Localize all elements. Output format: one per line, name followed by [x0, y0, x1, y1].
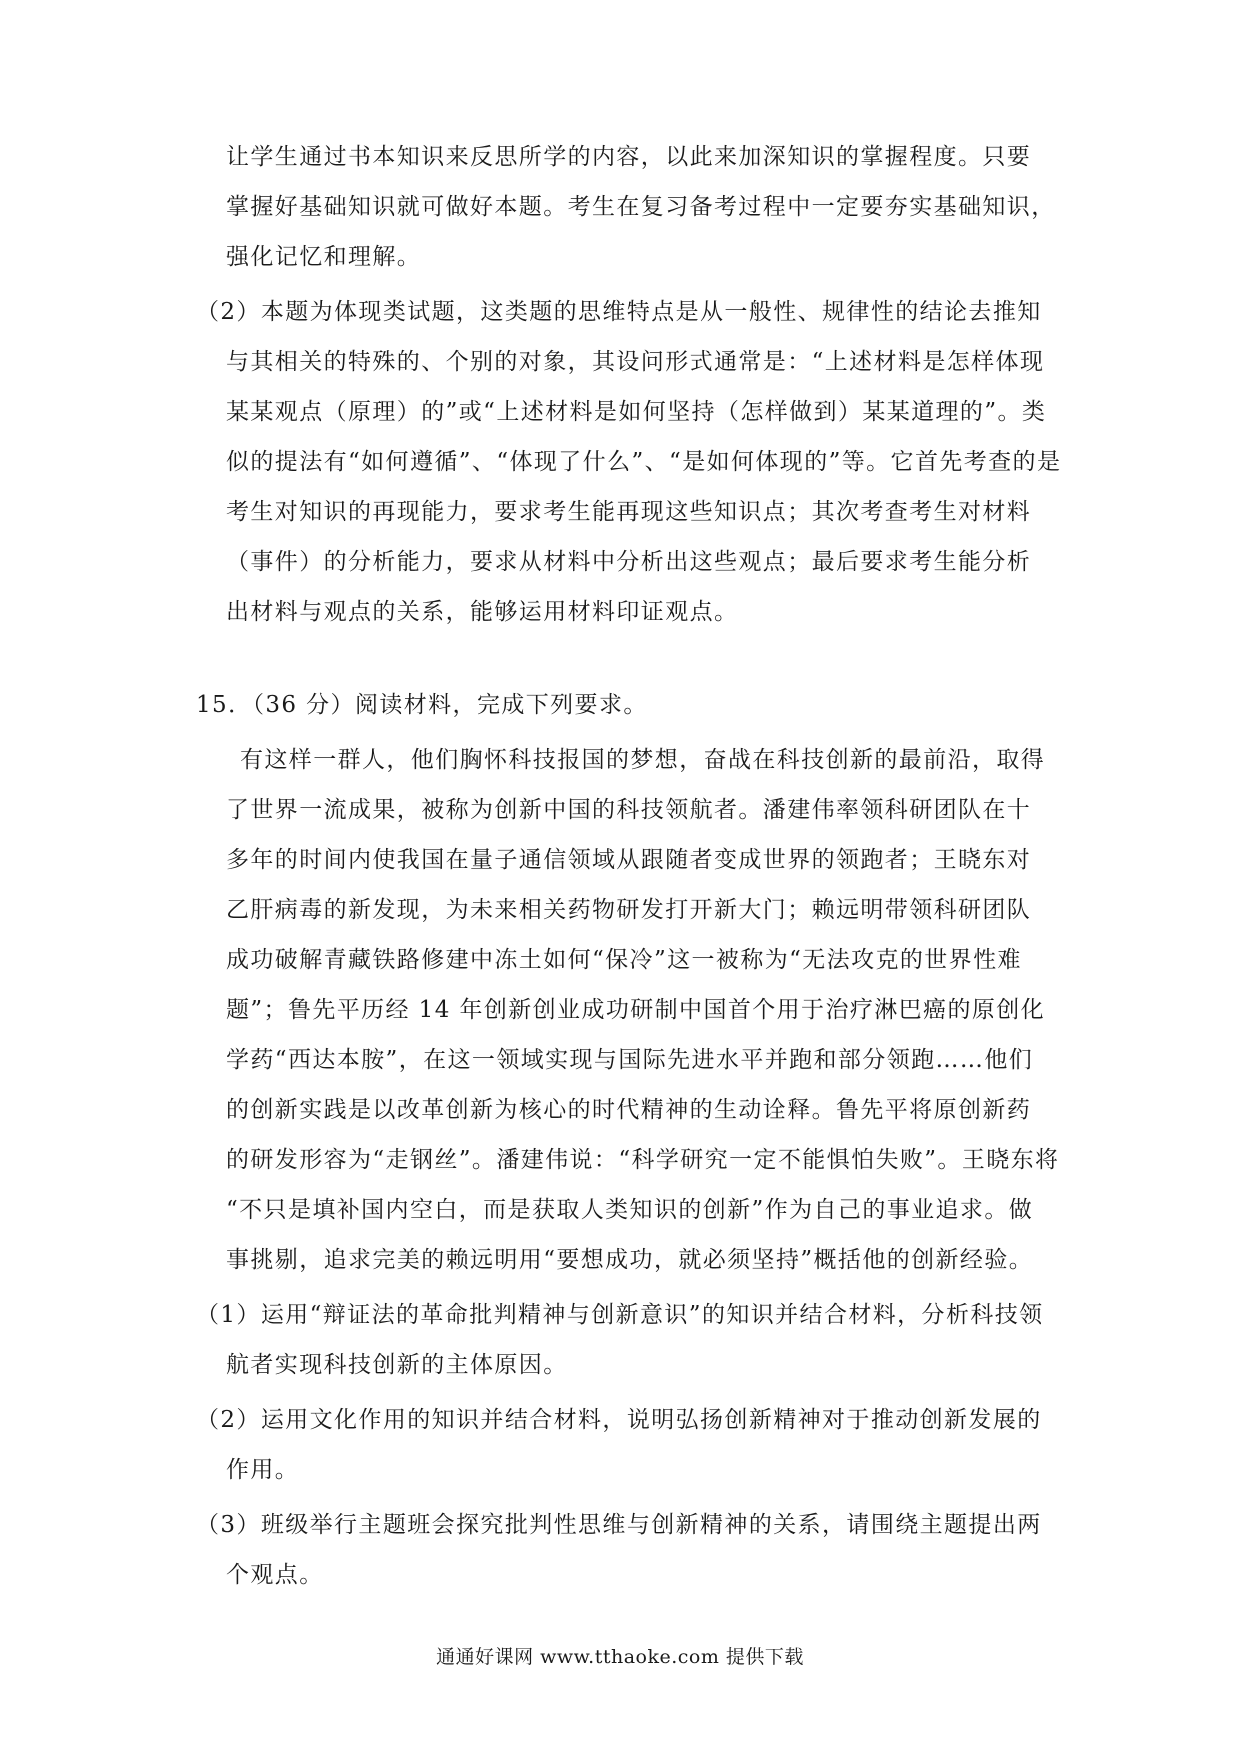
- analysis-p2-line-2: 某某观点（原理）的”或“上述材料是如何坚持（怎样做到）某某道理的”。类: [226, 399, 1047, 425]
- analysis-p1-line-3: 强化记忆和理解。: [226, 244, 422, 270]
- material-first-line: 有这样一群人，他们胸怀科技报国的梦想，奋战在科技创新的最前沿，取得: [240, 747, 1046, 773]
- analysis-p1-line-1: 让学生通过书本知识来反思所学的内容，以此来加深知识的掌握程度。只要: [226, 144, 1032, 170]
- material-line-6: 学药“西达本胺”，在这一领域实现与国际先进水平并跑和部分领跑……他们: [226, 1047, 1034, 1073]
- material-line-8: 的研发形容为“走钢丝”。潘建伟说：“科学研究一定不能惧怕失败”。王晓东将: [226, 1147, 1060, 1173]
- analysis-p2-first-line: （2）本题为体现类试题，这类题的思维特点是从一般性、规律性的结论去推知: [196, 299, 1042, 325]
- analysis-p2-line-4: 考生对知识的再现能力，要求考生能再现这些知识点；其次考查考生对材料: [226, 499, 1032, 525]
- analysis-p2-line-1: 与其相关的特殊的、个别的对象，其设问形式通常是：“上述材料是怎样体现: [226, 349, 1045, 375]
- material-line-9: “不只是填补国内空白，而是获取人类知识的创新”作为自己的事业追求。做: [226, 1197, 1034, 1223]
- analysis-p2-line-5: （事件）的分析能力，要求从材料中分析出这些观点；最后要求考生能分析: [226, 549, 1032, 575]
- sub-question-3-cont: 个观点。: [226, 1562, 324, 1588]
- material-line-3: 乙肝病毒的新发现，为未来相关药物研发打开新大门；赖远明带领科研团队: [226, 897, 1032, 923]
- material-line-1: 了世界一流成果，被称为创新中国的科技领航者。潘建伟率领科研团队在十: [226, 797, 1032, 823]
- material-line-5: 题”；鲁先平历经 14 年创新创业成功研制中国首个用于治疗淋巴癌的原创化: [226, 997, 1046, 1023]
- analysis-p2-line-6: 出材料与观点的关系，能够运用材料印证观点。: [226, 599, 739, 625]
- analysis-p2-line-3: 似的提法有“如何遵循”、“体现了什么”、“是如何体现的”等。它首先考查的是: [226, 449, 1062, 475]
- material-line-2: 多年的时间内使我国在量子通信领域从跟随者变成世界的领跑者；王晓东对: [226, 847, 1032, 873]
- sub-question-3: （3）班级举行主题班会探究批判性思维与创新精神的关系，请围绕主题提出两: [196, 1512, 1042, 1538]
- analysis-p1-line-2: 掌握好基础知识就可做好本题。考生在复习备考过程中一定要夯实基础知识，: [226, 194, 1056, 220]
- sub-question-1: （1）运用“辩证法的革命批判精神与创新意识”的知识并结合材料，分析科技领: [196, 1302, 1044, 1328]
- sub-question-2: （2）运用文化作用的知识并结合材料，说明弘扬创新精神对于推动创新发展的: [196, 1407, 1042, 1433]
- question-15-heading: 15．（36 分）阅读材料，完成下列要求。: [196, 692, 648, 718]
- material-line-7: 的创新实践是以改革创新为核心的时代精神的生动诠释。鲁先平将原创新药: [226, 1097, 1032, 1123]
- material-line-4: 成功破解青藏铁路修建中冻土如何“保冷”这一被称为“无法攻克的世界性难: [226, 947, 1022, 973]
- page-footer: 通通好课网 www.tthaoke.com 提供下载: [436, 1646, 804, 1668]
- material-line-10: 事挑剔，追求完美的赖远明用“要想成功，就必须坚持”概括他的创新经验。: [226, 1247, 1034, 1273]
- sub-question-1-cont: 航者实现科技创新的主体原因。: [226, 1352, 568, 1378]
- sub-question-2-cont: 作用。: [226, 1457, 300, 1483]
